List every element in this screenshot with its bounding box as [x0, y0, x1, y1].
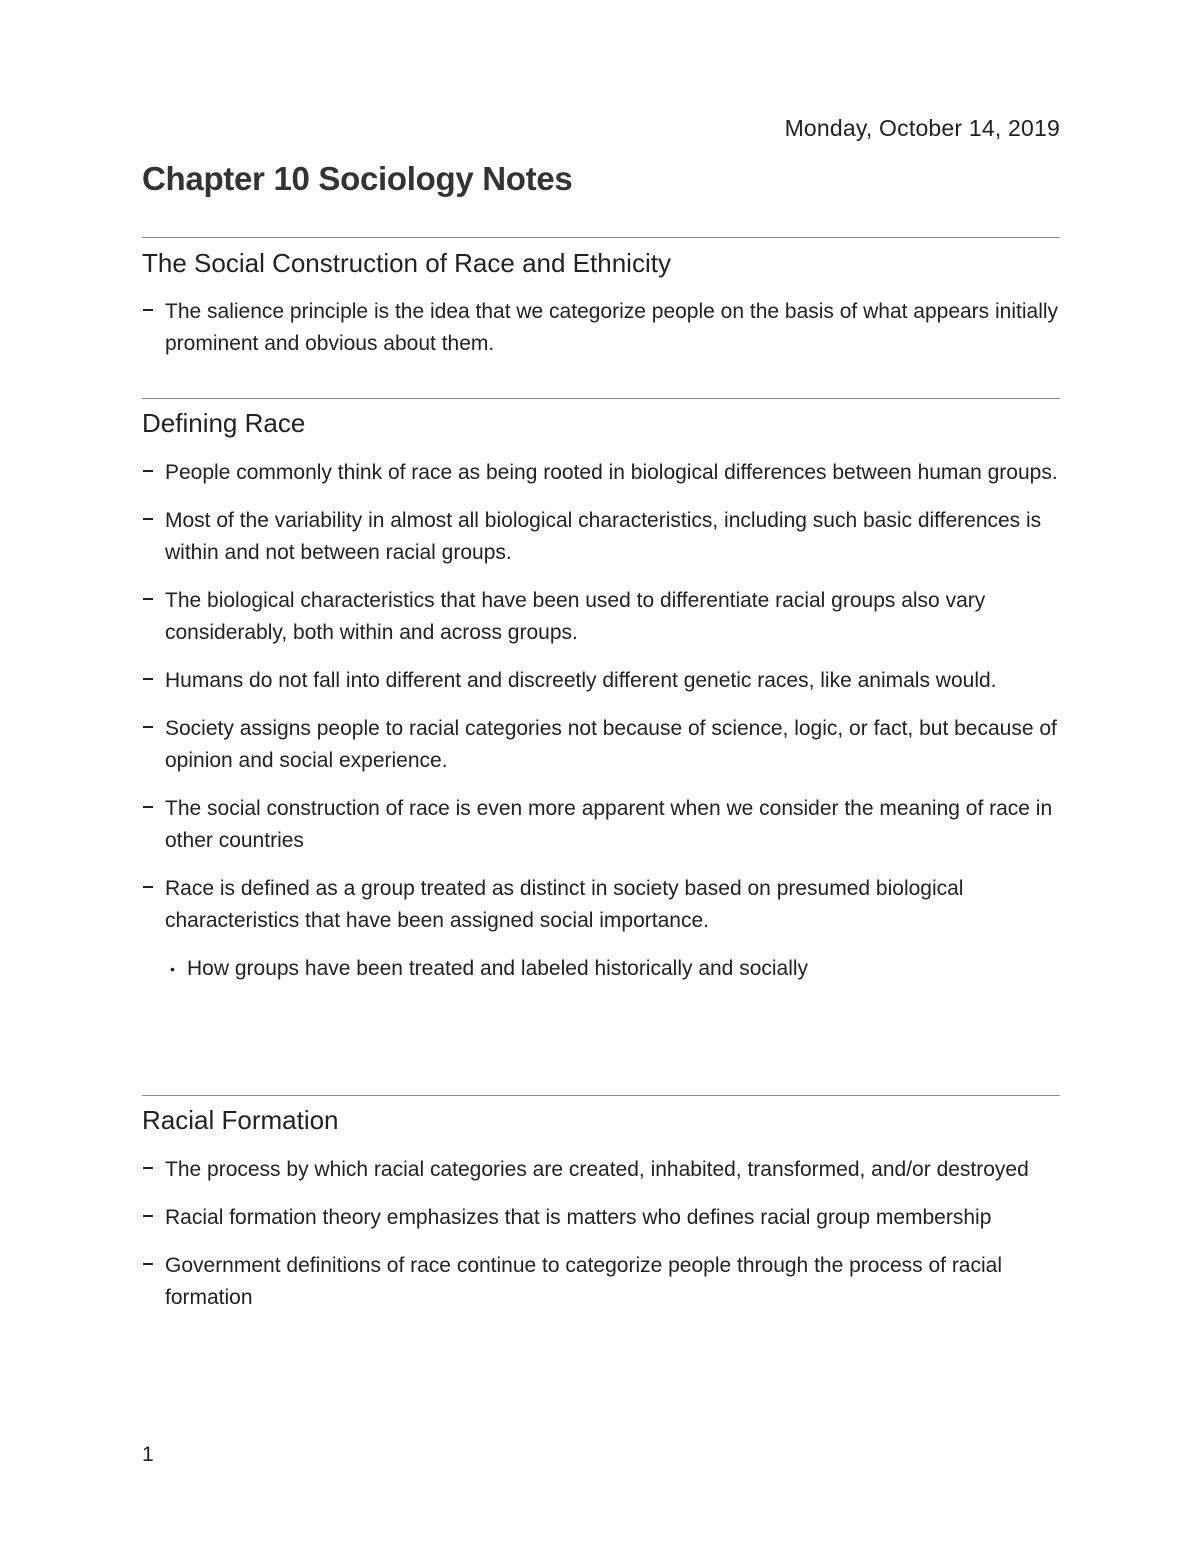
dot-bullet-icon: •: [170, 961, 175, 977]
list-item: [142, 505, 1060, 569]
bullet-text: Humans do not fall into different and discreetly different genetic races, like animals would.: [165, 669, 997, 692]
sub-bullet-text: How groups have been treated and labeled historically and socially: [187, 957, 809, 980]
bullet-text: Racial formation theory emphasizes that is matters who defines racial group membership: [165, 1206, 992, 1229]
bullet-text: The biological characteristics that have been used to differentiate racial groups also vary considerably, both within and across groups.: [165, 589, 986, 644]
section-heading: The Social Construction of Race and Ethnicity: [142, 248, 671, 278]
list-item: [142, 585, 1060, 649]
bullet-text: The salience principle is the idea that we categorize people on the basis of what appears initially prominent and obvious about them.: [165, 300, 1059, 355]
bullet-list: [142, 296, 1060, 360]
section-heading: Defining Race: [142, 408, 306, 438]
list-item: [142, 713, 1060, 777]
bullet-text: The social construction of race is even more apparent when we consider the meaning of race in other countries: [165, 797, 1053, 852]
list-item: [142, 1250, 1060, 1314]
section-racial-formation: [142, 1095, 1060, 1330]
section-social-construction: [142, 237, 1060, 376]
bullet-text: Society assigns people to racial categories not because of science, logic, or fact, but because of opinion and social experience.: [165, 717, 1057, 772]
document-title: Chapter 10 Sociology Notes: [142, 160, 573, 197]
bullet-text: People commonly think of race as being rooted in biological differences between human groups.: [165, 461, 1058, 484]
list-item: [142, 873, 1060, 937]
list-item: [142, 665, 1060, 697]
section-heading: Racial Formation: [142, 1105, 339, 1135]
bullet-text: Race is defined as a group treated as distinct in society based on presumed biological characteristics that have been assigned social importance.: [165, 877, 964, 932]
bullet-text: The process by which racial categories are created, inhabited, transformed, and/or destroyed: [165, 1158, 1029, 1181]
list-item: [142, 1202, 1060, 1234]
list-item: [142, 457, 1060, 489]
list-item: [142, 296, 1060, 360]
page-number: 1: [142, 1443, 154, 1466]
sub-list-item: [142, 953, 1060, 985]
document-date: Monday, October 14, 2019: [784, 115, 1060, 141]
section-defining-race: [142, 398, 1060, 985]
list-item: [142, 1154, 1060, 1186]
bullet-list: [142, 1154, 1060, 1314]
document-page: [142, 0, 1060, 1553]
list-item: [142, 793, 1060, 857]
bullet-text: Most of the variability in almost all biological characteristics, including such basic differences is within and not between racial groups.: [165, 509, 1042, 564]
bullet-text: Government definitions of race continue to categorize people through the process of racial formation: [165, 1254, 1002, 1309]
bullet-list: [142, 457, 1060, 937]
